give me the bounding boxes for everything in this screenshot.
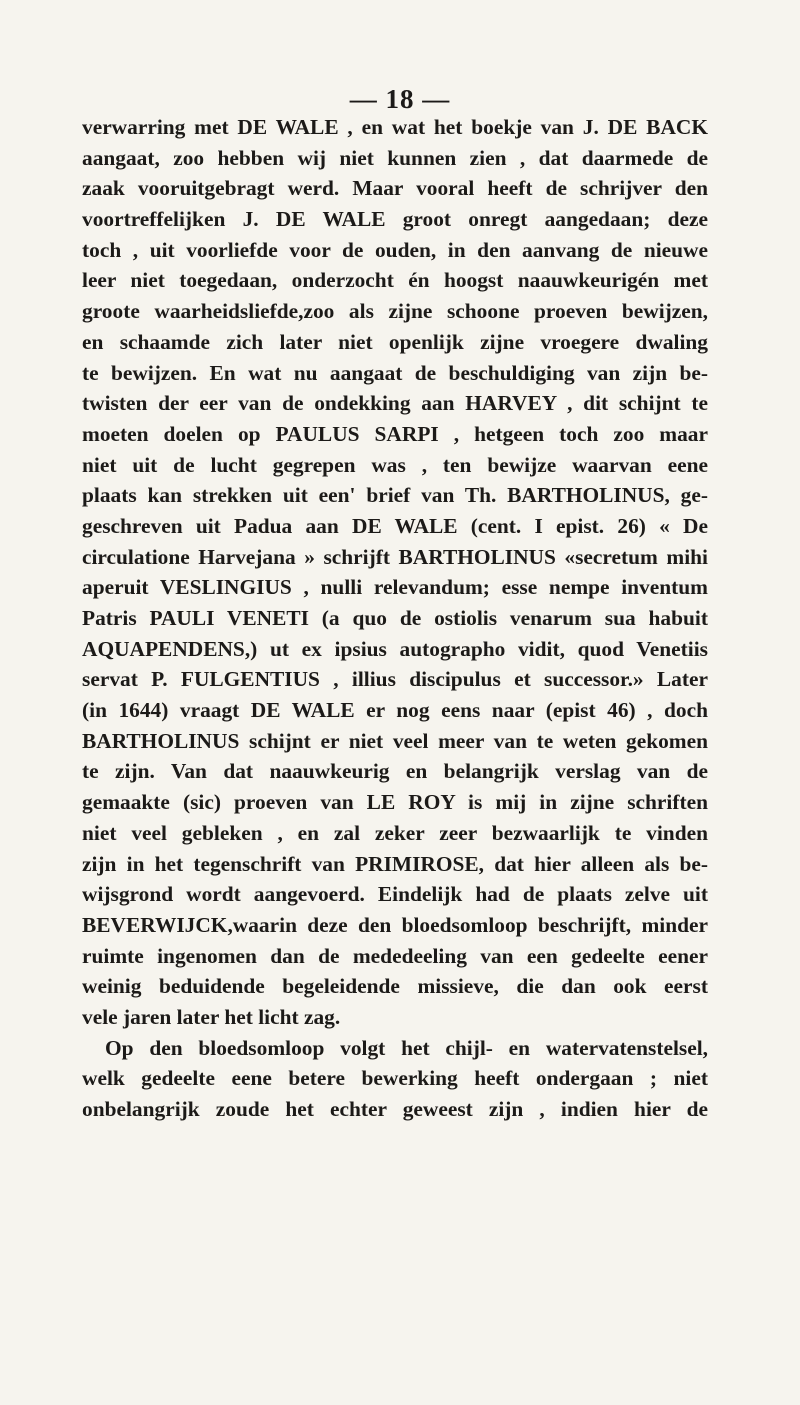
text-line: niet uit de lucht gegrepen was , ten bewijze waarvan eene xyxy=(82,452,708,477)
text-line: te zijn. Van dat naauwkeurig en belangrijk verslag van de xyxy=(82,759,708,784)
text-line: te bewijzen. En wat nu aangaat de beschuldiging van zijn be- xyxy=(82,360,708,385)
text-line: zaak vooruitgebragt werd. Maar vooral heeft de schrijver den xyxy=(82,176,708,201)
text-line: gemaakte (sic) proeven van LE ROY is mij in zijne schriften xyxy=(82,790,708,815)
text-line: leer niet toegedaan, onderzocht én hoogst naauwkeurigén met xyxy=(82,268,708,293)
body-text xyxy=(82,112,708,1125)
text-line: twisten der eer van de ondekking aan HARVEY , dit schijnt te xyxy=(82,391,708,416)
text-line: geschreven uit Padua aan DE WALE (cent. I epist. 26) « De xyxy=(82,513,708,538)
text-line: BEVERWIJCK,waarin deze den bloedsomloop beschrijft, minder xyxy=(82,912,708,937)
text-line: servat P. FULGENTIUS , illius discipulus et successor.» Later xyxy=(82,667,708,692)
text-line: (in 1644) vraagt DE WALE er nog eens naar (epist 46) , doch xyxy=(82,698,708,723)
text-line: aperuit VESLINGIUS , nulli relevandum; esse nempe inventum xyxy=(82,575,708,600)
text-line: onbelangrijk zoude het echter geweest zijn , indien hier de xyxy=(82,1097,708,1121)
text-line: Op den bloedsomloop volgt het chijl- en watervatenstelsel, xyxy=(105,1035,708,1060)
text-line: voortreffelijken J. DE WALE groot onregt aangedaan; deze xyxy=(82,207,708,232)
text-line: welk gedeelte eene betere bewerking heeft ondergaan ; niet xyxy=(82,1066,708,1091)
text-line: toch , uit voorliefde voor de ouden, in den aanvang de nieuwe xyxy=(82,237,708,262)
text-line: moeten doelen op PAULUS SARPI , hetgeen toch zoo maar xyxy=(82,421,708,446)
page-number: — 18 — xyxy=(349,84,451,114)
text-line: circulatione Harvejana » schrijft BARTHOLINUS «secretum mihi xyxy=(82,544,708,569)
text-line: groote waarheidsliefde,zoo als zijne schoone proeven bewijzen, xyxy=(82,299,708,324)
text-line: verwarring met DE WALE , en wat het boekje van J. DE BACK xyxy=(82,115,708,139)
text-line: plaats kan strekken uit een' brief van Th. BARTHOLINUS, ge- xyxy=(82,483,708,508)
text-line: niet veel gebleken , en zal zeker zeer bezwaarlijk te vinden xyxy=(82,820,708,845)
text-line: Patris PAULI VENETI (a quo de ostiolis venarum sua habuit xyxy=(82,606,708,630)
text-line: wijsgrond wordt aangevoerd. Eindelijk had de plaats zelve uit xyxy=(82,882,708,907)
text-line: weinig beduidende begeleidende missieve, die dan ook eerst xyxy=(82,974,708,999)
text-line: aangaat, zoo hebben wij niet kunnen zien , dat daarmede de xyxy=(82,145,708,170)
text-line: zijn in het tegenschrift van PRIMIROSE, dat hier alleen als be- xyxy=(82,851,708,876)
text-line: en schaamde zich later niet openlijk zijne vroegere dwaling xyxy=(82,329,708,354)
text-line: ruimte ingenomen dan de mededeeling van een gedeelte eener xyxy=(82,943,708,968)
text-line: vele jaren later het licht zag. xyxy=(82,1004,341,1029)
text-line: AQUAPENDENS,) ut ex ipsius autographo vidit, quod Venetiis xyxy=(82,636,708,661)
text-line: BARTHOLINUS schijnt er niet veel meer van te weten gekomen xyxy=(82,728,708,753)
